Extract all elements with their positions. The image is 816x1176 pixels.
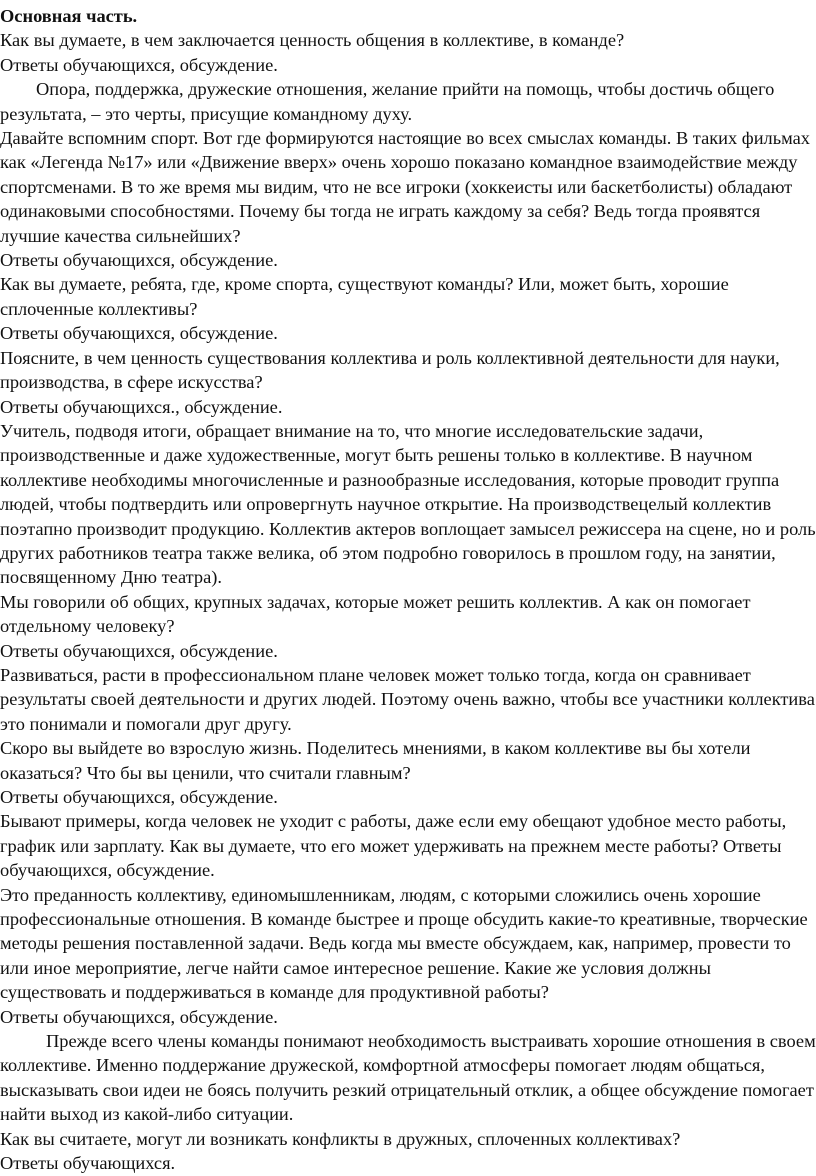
question-paragraph: Как вы считаете, могут ли возникать конфликты в дружных, сплоченных коллективах?	[0, 1128, 681, 1149]
text-paragraph: Опора, поддержка, дружеские отношения, желание прийти на помощь, чтобы достичь общего результата, – это черты, присущие командному духу.	[0, 79, 775, 124]
answers-paragraph: Ответы обучающихся., обсуждение.	[0, 396, 283, 417]
text-paragraph: Прежде всего члены команды понимают необходимость выстраивать хорошие отношения в своем коллективе. Именно поддержание дружеской, комфортной атмосферы помогает людям общаться, высказывать свои идеи не боясь получить резкий отрицательный отклик, а общее обсуждение помогает найти выход из какой-либо ситуации.	[0, 1031, 816, 1125]
answers-paragraph: Ответы обучающихся, обсуждение.	[0, 640, 278, 661]
question-paragraph: Как вы думаете, ребята, где, кроме спорта, существуют команды? Или, может быть, хорошие сплоченные коллективы?	[0, 274, 729, 319]
question-paragraph: Как вы думаете, в чем заключается ценность общения в коллективе, в команде?	[0, 30, 625, 51]
answers-paragraph: Ответы обучающихся, обсуждение.	[0, 54, 278, 75]
question-paragraph: Мы говорили об общих, крупных задачах, которые может решить коллектив. А как он помогает отдельному человеку?	[0, 591, 751, 637]
answers-paragraph: Ответы обучающихся, обсуждение.	[0, 323, 278, 344]
answers-paragraph: Ответы обучающихся, обсуждение.	[0, 787, 278, 807]
text-paragraph: Развиваться, расти в профессиональном плане человек может только тогда, когда он сравнивает результаты своей деятельности и других людей. Поэтому очень важно, чтобы все участники коллектива это понимали и помогали друг другу.	[0, 664, 815, 734]
text-paragraph: Учитель, подводя итоги, обращает внимание на то, что многие исследовательские задачи, производственные и даже художественные, могут быть решены только в коллективе. В научном коллективе необходимы многочисленные и разнообразные исследования, которые проводит группа людей, чтобы подтвердить или опровергнуть научное открытие. На производствецелый коллектив поэтапно производит продукцию. Коллектив актеров воплощает замысел режиссера на сцене, но и роль других работников театра также велика, об этом подробно говорилось в прошлом году, на занятии, посвященному Дню театра).	[0, 420, 816, 588]
section-heading: Основная часть.	[0, 6, 138, 26]
text-paragraph: Это преданность коллективу, единомышленникам, людям, с которыми сложились очень хорошие профессиональные отношения. В команде быстрее и проще обсудить какие-то креативные, творческие методы решения поставленной задачи. Ведь когда мы вместе обсуждаем, как, например, провести то или иное мероприятие, легче найти самое интересное решение. Какие же условия должны существовать и поддерживаться в команде для продуктивной работы?	[0, 884, 808, 1003]
answers-paragraph: Ответы обучающихся, обсуждение.	[0, 250, 278, 271]
text-paragraph: Бывают примеры, когда человек не уходит с работы, даже если ему обещают удобное место работы, график или зарплату. Как вы думаете, что его может удерживать на прежнем месте работы? Ответы обучающихся, обсуждение.	[0, 811, 787, 881]
answers-paragraph: Ответы обучающихся.	[0, 1153, 176, 1174]
question-paragraph: Скоро вы выйдете во взрослую жизнь. Поделитесь мнениями, в каком коллективе вы бы хотели оказаться? Что бы вы ценили, что считали главным?	[0, 738, 751, 783]
answers-paragraph: Ответы обучающихся, обсуждение.	[0, 1006, 278, 1027]
question-paragraph: Поясните, в чем ценность существования коллектива и роль коллективной деятельности для науки, производства, в сфере искусства?	[0, 347, 780, 393]
text-paragraph: Давайте вспомним спорт. Вот где формируются настоящие во всех смыслах команды. В таких фильмах как «Легенда №17» или «Движение вверх» очень хорошо показано командное взаимодействие между спортсменами. В то же время мы видим, что не все игроки (хоккеисты или баскетболисты) обладают одинаковыми способностями. Почему бы тогда не играть каждому за себя? Ведь тогда проявятся лучшие качества сильнейших?	[0, 128, 810, 246]
